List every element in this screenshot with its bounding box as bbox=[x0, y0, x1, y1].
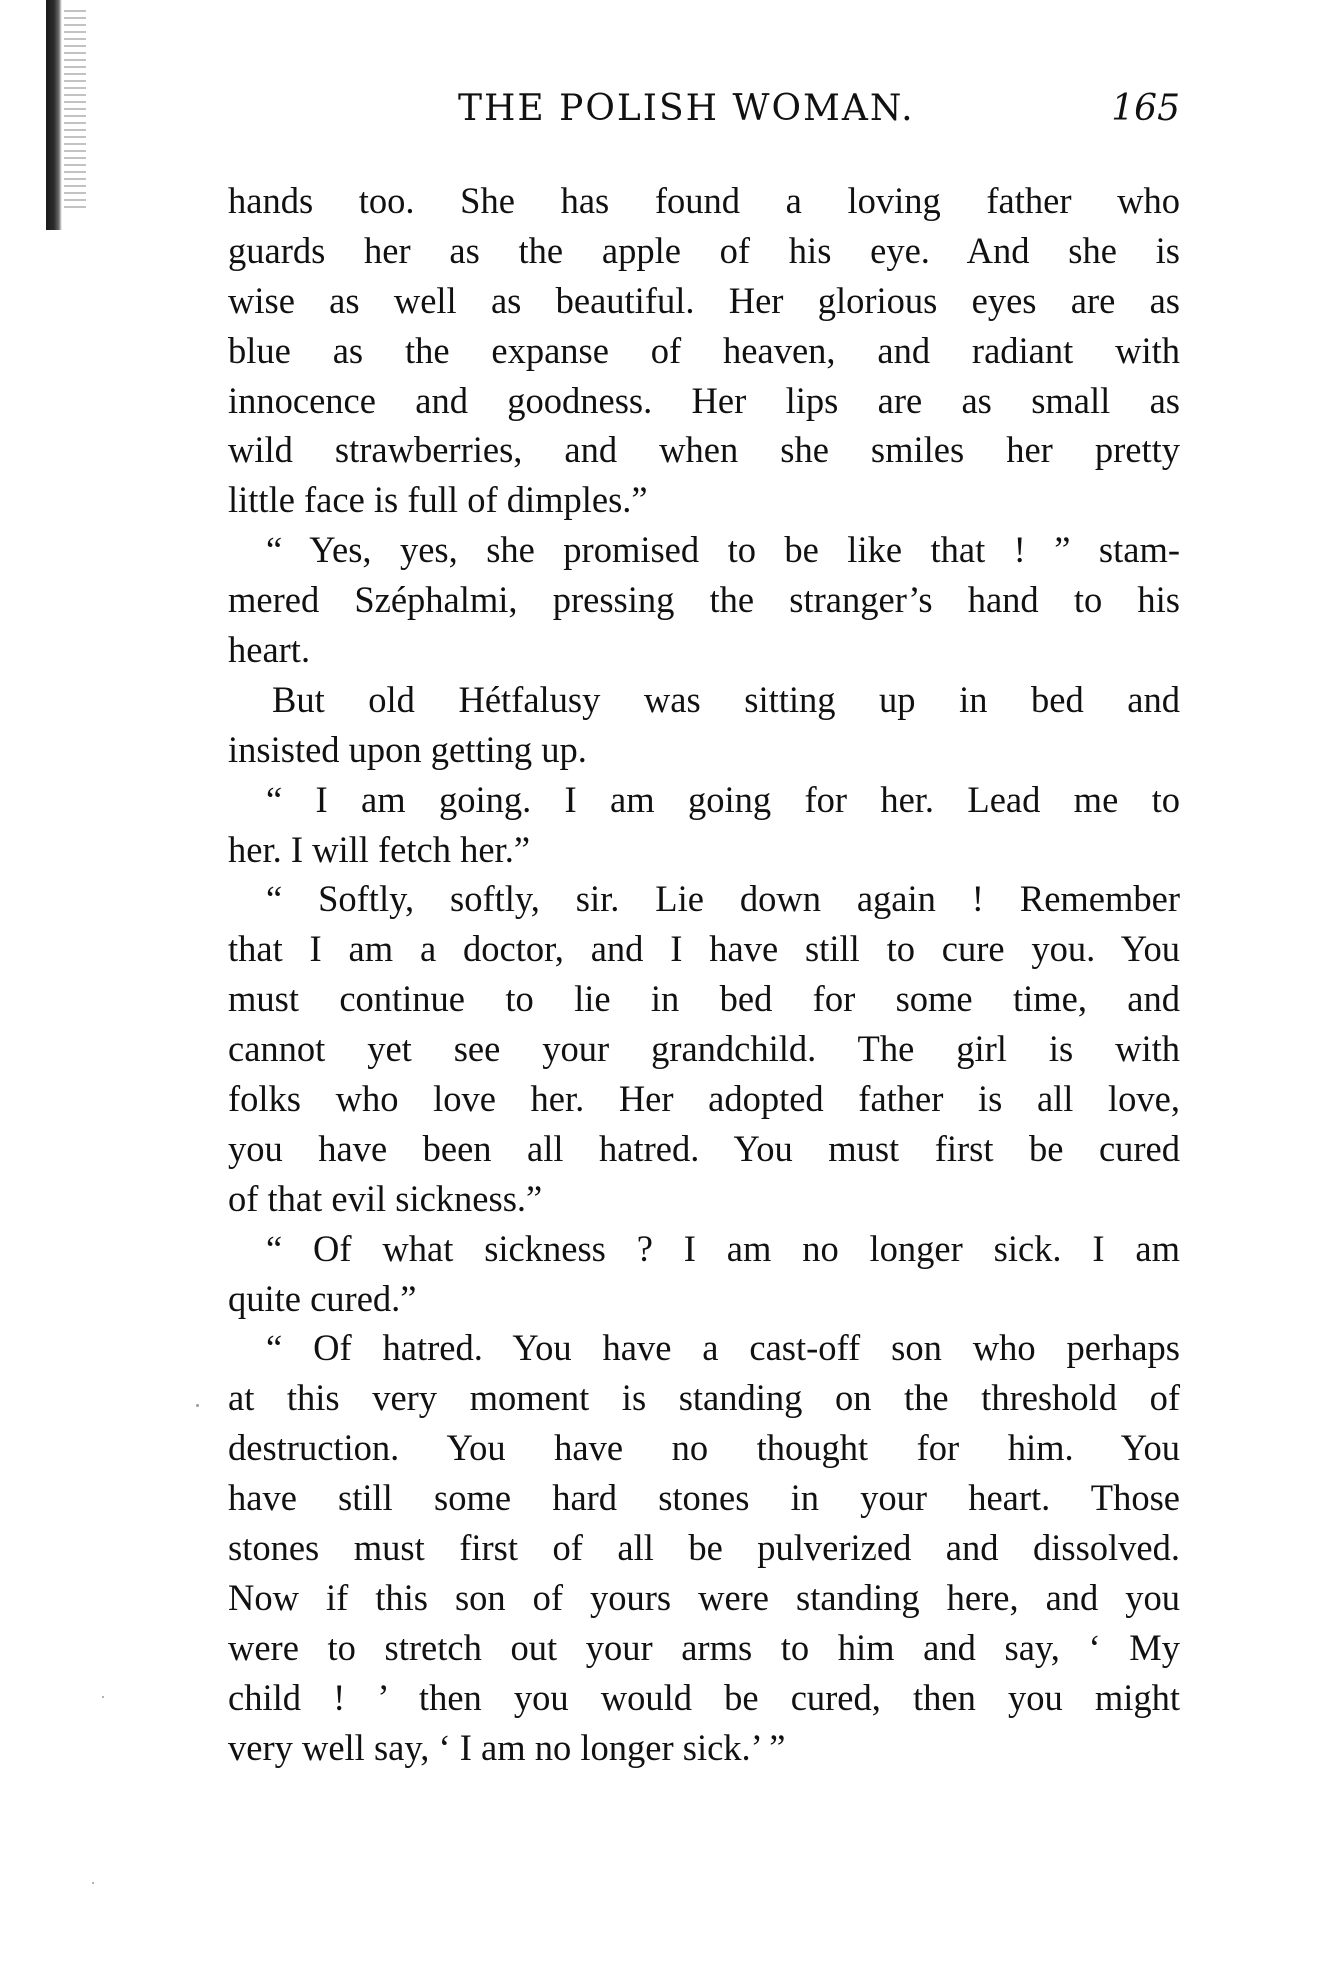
text-line: her. I will fetch her.” bbox=[228, 828, 531, 870]
text-line: guards her as the apple of his eye. And she is bbox=[228, 229, 1180, 271]
text-line: were to stretch out your arms to him and say, ‘ My bbox=[228, 1626, 1180, 1668]
text-line: you have been all hatred. You must first be cured bbox=[228, 1127, 1180, 1169]
text-line: Now if this son of yours were standing here, and you bbox=[228, 1576, 1180, 1618]
text-line: insisted upon getting up. bbox=[228, 728, 587, 770]
scan-speck bbox=[102, 1696, 104, 1698]
running-title: THE POLISH WOMAN. bbox=[458, 88, 915, 129]
text-line: child ! ’ then you would be cured, then you might bbox=[228, 1676, 1180, 1718]
text-line: heart. bbox=[228, 629, 311, 671]
body-text bbox=[228, 176, 1180, 1773]
text-line: must continue to lie in bed for some time, and bbox=[228, 978, 1180, 1020]
text-line: “ I am going. I am going for her. Lead me to bbox=[266, 778, 1180, 820]
scan-binding-edge bbox=[46, 0, 62, 230]
text-line: blue as the expanse of heaven, and radiant with bbox=[228, 329, 1180, 371]
text-line: stones must first of all be pulverized and dissolved. bbox=[228, 1527, 1180, 1569]
scan-speck bbox=[196, 1404, 199, 1407]
text-line: “ Of hatred. You have a cast-off son who perhaps bbox=[266, 1327, 1180, 1369]
text-line: destruction. You have no thought for him. You bbox=[228, 1427, 1180, 1469]
text-line: cannot yet see your grandchild. The girl is with bbox=[228, 1028, 1180, 1070]
page-number: 165 bbox=[1111, 88, 1180, 129]
text-line: “ Softly, softly, sir. Lie down again ! Remember bbox=[266, 878, 1180, 920]
text-line: mered Széphalmi, pressing the stranger’s hand to his bbox=[228, 579, 1180, 621]
text-line: quite cured.” bbox=[228, 1277, 417, 1319]
text-line: But old Hétfalusy was sitting up in bed and bbox=[272, 678, 1180, 720]
text-line: hands too. She has found a loving father who bbox=[228, 180, 1180, 221]
text-line: “ Yes, yes, she promised to be like that ! ” stam- bbox=[266, 529, 1180, 571]
text-line: have still some hard stones in your heart. Those bbox=[228, 1477, 1180, 1519]
text-line: folks who love her. Her adopted father is all love, bbox=[228, 1078, 1180, 1120]
text-line: wise as well as beautiful. Her glorious eyes are as bbox=[228, 279, 1180, 321]
text-line: very well say, ‘ I am no longer sick.’ ” bbox=[228, 1726, 786, 1768]
text-line: that I am a doctor, and I have still to cure you. You bbox=[228, 928, 1180, 970]
text-line: “ Of what sickness ? I am no longer sick. I am bbox=[266, 1227, 1180, 1269]
scan-speck bbox=[92, 1882, 94, 1884]
text-line: little face is full of dimples.” bbox=[228, 479, 648, 521]
text-line: of that evil sickness.” bbox=[228, 1177, 543, 1219]
text-line: at this very moment is standing on the threshold of bbox=[228, 1377, 1180, 1419]
text-line: wild strawberries, and when she smiles her pretty bbox=[228, 429, 1180, 471]
text-line: innocence and goodness. Her lips are as small as bbox=[228, 379, 1180, 421]
page-header bbox=[228, 88, 1180, 138]
